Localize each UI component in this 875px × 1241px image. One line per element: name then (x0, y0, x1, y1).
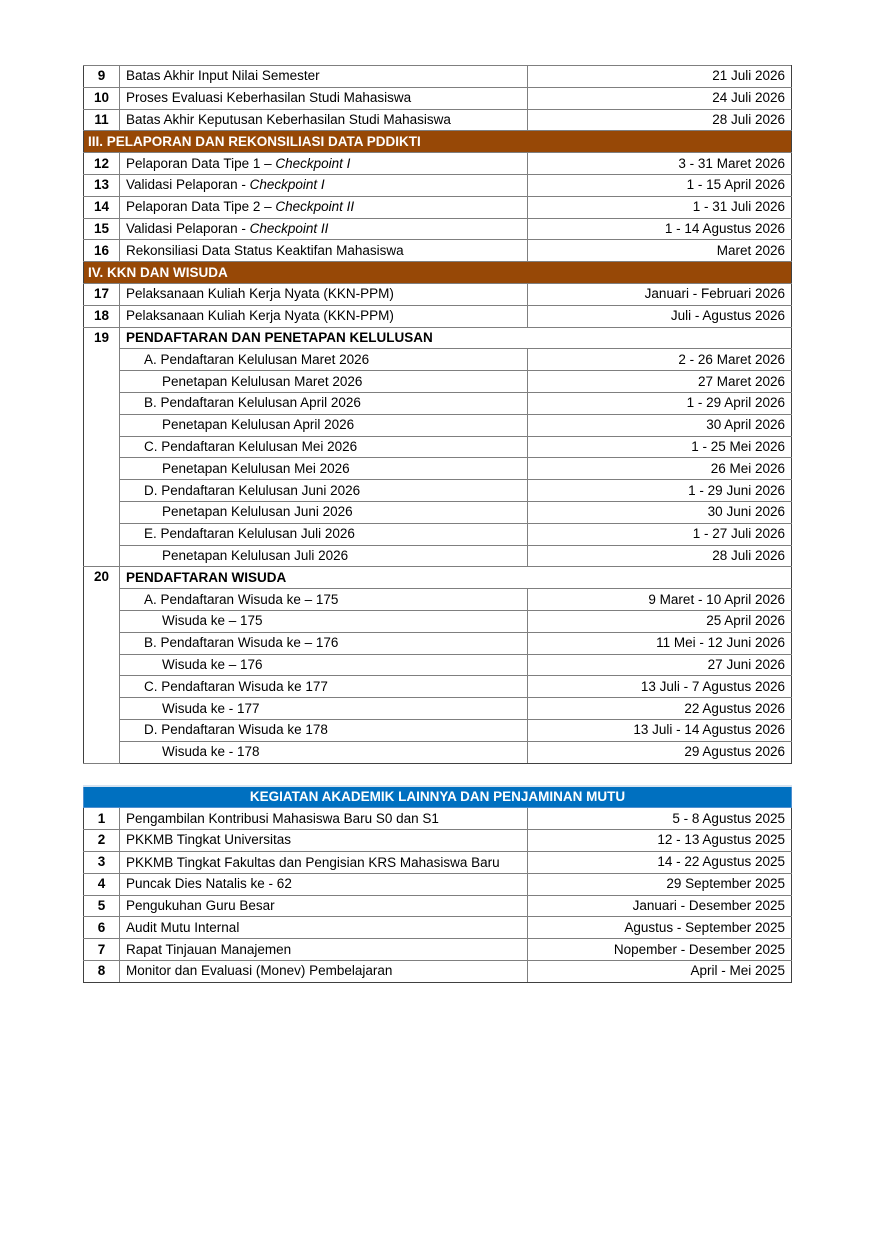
activity-description: B. Pendaftaran Wisuda ke – 176 (120, 632, 528, 654)
table-row (84, 349, 792, 371)
table-row (84, 414, 792, 436)
activity-date: 29 September 2025 (528, 873, 792, 895)
table-row (84, 545, 792, 567)
checkpoint-label: Checkpoint I (275, 155, 351, 171)
activity-description (120, 218, 528, 240)
table-row (84, 589, 792, 611)
table-row (84, 610, 792, 632)
activity-date: 9 Maret - 10 April 2026 (528, 589, 792, 611)
row-number: 12 (84, 153, 120, 175)
activity-date: 30 April 2026 (528, 414, 792, 436)
row-number: 8 (84, 961, 120, 983)
quality-assurance-table (83, 785, 792, 983)
group-title: PENDAFTARAN DAN PENETAPAN KELULUSAN (120, 327, 792, 349)
activity-description: PKKMB Tingkat Universitas (120, 830, 528, 852)
row-number: 17 (84, 283, 120, 305)
activity-date: Maret 2026 (528, 240, 792, 262)
section-title: IV. KKN DAN WISUDA (84, 262, 792, 284)
table-row (84, 895, 792, 917)
table-row (84, 961, 792, 983)
row-number: 9 (84, 66, 120, 88)
activity-description: A. Pendaftaran Kelulusan Maret 2026 (120, 349, 528, 371)
activity-description: C. Pendaftaran Wisuda ke 177 (120, 676, 528, 698)
description-text: Pelaporan Data Tipe 2 – (126, 199, 276, 215)
activity-date: Juli - Agustus 2026 (528, 305, 792, 327)
section-header-kkn-wisuda (84, 262, 792, 284)
checkpoint-label: Checkpoint I (249, 177, 325, 193)
table-row (84, 632, 792, 654)
table-row (84, 153, 792, 175)
activity-date: 1 - 27 Juli 2026 (528, 523, 792, 545)
activity-description: Puncak Dies Natalis ke - 62 (120, 873, 528, 895)
activity-description: Penetapan Kelulusan Mei 2026 (120, 458, 528, 480)
activity-description (120, 153, 528, 175)
activity-date: 29 Agustus 2026 (528, 741, 792, 763)
table-row (84, 305, 792, 327)
activity-description: C. Pendaftaran Kelulusan Mei 2026 (120, 436, 528, 458)
activity-description: Wisuda ke – 176 (120, 654, 528, 676)
table-row (84, 436, 792, 458)
table-row (84, 698, 792, 720)
table-row (84, 218, 792, 240)
table-row (84, 654, 792, 676)
activity-date: 11 Mei - 12 Juni 2026 (528, 632, 792, 654)
group-header-wisuda (84, 567, 792, 589)
activity-date: 13 Juli - 14 Agustus 2026 (528, 719, 792, 741)
activity-date: 28 Juli 2026 (528, 109, 792, 131)
row-number: 20 (84, 567, 120, 763)
activity-description: Batas Akhir Input Nilai Semester (120, 66, 528, 88)
activity-description: B. Pendaftaran Kelulusan April 2026 (120, 392, 528, 414)
table-row (84, 741, 792, 763)
activity-date: 1 - 14 Agustus 2026 (528, 218, 792, 240)
section-header-pelaporan (84, 131, 792, 153)
activity-date: Nopember - Desember 2025 (528, 939, 792, 961)
activity-description: Pelaksanaan Kuliah Kerja Nyata (KKN-PPM) (120, 305, 528, 327)
table-row (84, 501, 792, 523)
table-row (84, 458, 792, 480)
activity-date: 5 - 8 Agustus 2025 (528, 808, 792, 830)
table-row (84, 480, 792, 502)
activity-date: 1 - 29 Juni 2026 (528, 480, 792, 502)
activity-date: Januari - Desember 2025 (528, 895, 792, 917)
row-number: 10 (84, 87, 120, 109)
activity-description: Rapat Tinjauan Manajemen (120, 939, 528, 961)
table-spacer (83, 764, 791, 785)
checkpoint-label: Checkpoint II (249, 220, 329, 236)
activity-date: 1 - 31 Juli 2026 (528, 196, 792, 218)
table-row (84, 240, 792, 262)
activity-description: Monitor dan Evaluasi (Monev) Pembelajaran (120, 961, 528, 983)
row-number: 2 (84, 830, 120, 852)
activity-description: A. Pendaftaran Wisuda ke – 175 (120, 589, 528, 611)
table-row (84, 196, 792, 218)
activity-description: Wisuda ke - 177 (120, 698, 528, 720)
table-row (84, 283, 792, 305)
group-title: PENDAFTARAN WISUDA (120, 567, 792, 589)
activity-description: Pelaksanaan Kuliah Kerja Nyata (KKN-PPM) (120, 283, 528, 305)
activity-date: 14 - 22 Agustus 2025 (528, 851, 792, 873)
table-row (84, 109, 792, 131)
activity-date: Agustus - September 2025 (528, 917, 792, 939)
activity-date: 30 Juni 2026 (528, 501, 792, 523)
activity-description (120, 196, 528, 218)
activity-description: D. Pendaftaran Wisuda ke 178 (120, 719, 528, 741)
table-row (84, 66, 792, 88)
table-row (84, 523, 792, 545)
table-title-row (84, 786, 792, 808)
table-row (84, 174, 792, 196)
academic-calendar-table (83, 65, 792, 764)
row-number: 4 (84, 873, 120, 895)
table-row (84, 808, 792, 830)
description-text: Validasi Pelaporan - (126, 220, 250, 236)
activity-date: 27 Juni 2026 (528, 654, 792, 676)
table-row (84, 87, 792, 109)
checkpoint-label: Checkpoint II (275, 199, 355, 215)
activity-description: Rekonsiliasi Data Status Keaktifan Mahasiswa (120, 240, 528, 262)
row-number: 19 (84, 327, 120, 567)
row-number: 11 (84, 109, 120, 131)
row-number: 16 (84, 240, 120, 262)
activity-date: 21 Juli 2026 (528, 66, 792, 88)
activity-date: April - Mei 2025 (528, 961, 792, 983)
activity-date: Januari - Februari 2026 (528, 283, 792, 305)
table-row (84, 939, 792, 961)
calendar-page (83, 65, 791, 983)
row-number: 14 (84, 196, 120, 218)
activity-date: 1 - 15 April 2026 (528, 174, 792, 196)
activity-description: D. Pendaftaran Kelulusan Juni 2026 (120, 480, 528, 502)
activity-description: E. Pendaftaran Kelulusan Juli 2026 (120, 523, 528, 545)
table-row (84, 392, 792, 414)
activity-description: Pengambilan Kontribusi Mahasiswa Baru S0 dan S1 (120, 808, 528, 830)
activity-description: Penetapan Kelulusan April 2026 (120, 414, 528, 436)
activity-date: 12 - 13 Agustus 2025 (528, 830, 792, 852)
table-title: KEGIATAN AKADEMIK LAINNYA DAN PENJAMINAN MUTU (84, 786, 792, 808)
section-title: III. PELAPORAN DAN REKONSILIASI DATA PDDIKTI (84, 131, 792, 153)
description-text: Validasi Pelaporan - (126, 177, 250, 193)
activity-description: PKKMB Tingkat Fakultas dan Pengisian KRS Mahasiswa Baru (120, 851, 528, 873)
activity-date: 1 - 25 Mei 2026 (528, 436, 792, 458)
activity-description: Proses Evaluasi Keberhasilan Studi Mahasiswa (120, 87, 528, 109)
activity-date: 26 Mei 2026 (528, 458, 792, 480)
group-header-kelulusan (84, 327, 792, 349)
activity-description: Wisuda ke - 178 (120, 741, 528, 763)
activity-date: 28 Juli 2026 (528, 545, 792, 567)
activity-description: Penetapan Kelulusan Maret 2026 (120, 371, 528, 393)
activity-description: Pengukuhan Guru Besar (120, 895, 528, 917)
row-number: 13 (84, 174, 120, 196)
activity-date: 2 - 26 Maret 2026 (528, 349, 792, 371)
activity-date: 3 - 31 Maret 2026 (528, 153, 792, 175)
row-number: 1 (84, 808, 120, 830)
activity-description: Penetapan Kelulusan Juli 2026 (120, 545, 528, 567)
row-number: 18 (84, 305, 120, 327)
activity-date: 22 Agustus 2026 (528, 698, 792, 720)
activity-description: Batas Akhir Keputusan Keberhasilan Studi Mahasiswa (120, 109, 528, 131)
activity-date: 24 Juli 2026 (528, 87, 792, 109)
activity-date: 1 - 29 April 2026 (528, 392, 792, 414)
activity-description: Penetapan Kelulusan Juni 2026 (120, 501, 528, 523)
table-row (84, 851, 792, 873)
table-row (84, 917, 792, 939)
activity-description (120, 174, 528, 196)
row-number: 7 (84, 939, 120, 961)
row-number: 5 (84, 895, 120, 917)
activity-description: Wisuda ke – 175 (120, 610, 528, 632)
activity-description: Audit Mutu Internal (120, 917, 528, 939)
table-row (84, 371, 792, 393)
table-row (84, 830, 792, 852)
activity-date: 13 Juli - 7 Agustus 2026 (528, 676, 792, 698)
row-number: 6 (84, 917, 120, 939)
table-row (84, 676, 792, 698)
table-row (84, 719, 792, 741)
table-row (84, 873, 792, 895)
description-text: Pelaporan Data Tipe 1 – (126, 155, 276, 171)
row-number: 3 (84, 851, 120, 873)
activity-date: 27 Maret 2026 (528, 371, 792, 393)
activity-date: 25 April 2026 (528, 610, 792, 632)
row-number: 15 (84, 218, 120, 240)
